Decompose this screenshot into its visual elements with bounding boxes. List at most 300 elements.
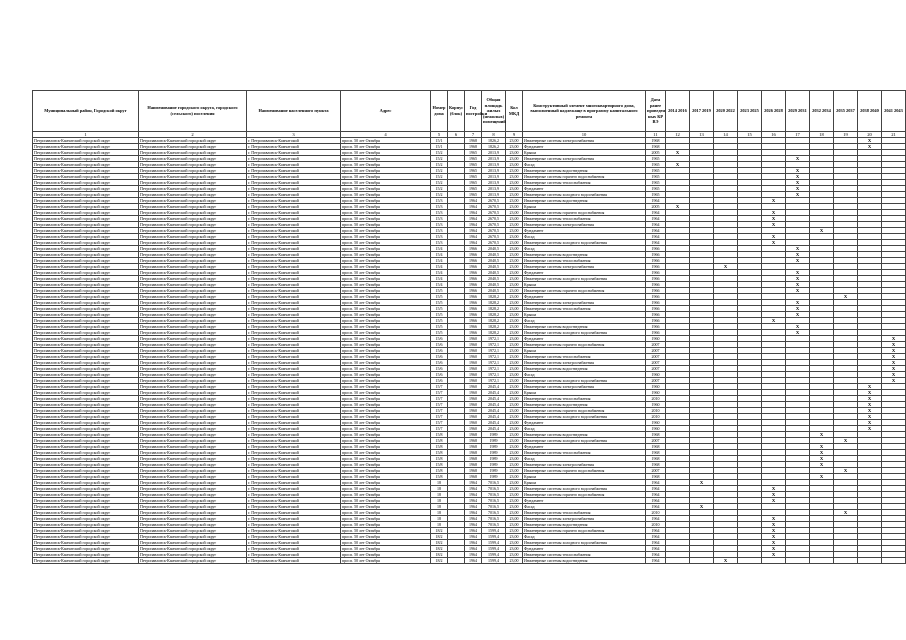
district: Петропавловск-Камчатский городской округ [33,216,139,222]
district: Петропавловск-Камчатский городской округ [33,306,139,312]
street: просп. 50 лет Октября [341,444,431,450]
period-cell: X [786,252,810,258]
table-row [33,552,906,558]
build-year: 1968 [465,474,482,480]
total-area: 2040,5 [482,276,506,282]
district: Петропавловск-Камчатский городской округ [33,474,139,480]
total-area: 7016,5 [482,510,506,516]
period-cell [882,558,906,564]
street: просп. 50 лет Октября [341,504,431,510]
settlement: Петропавловск-Камчатский городской округ [139,192,247,198]
district: Петропавловск-Камчатский городской округ [33,336,139,342]
total-area: 2040,5 [482,270,506,276]
district: Петропавловск-Камчатский городской округ [33,498,139,504]
settlement: Петропавловск-Камчатский городской округ [139,456,247,462]
period-cell [810,558,834,564]
settlement: Петропавловск-Камчатский городской округ [139,234,247,240]
district: Петропавловск-Камчатский городской округ [33,264,139,270]
structural-element: Инженерные системы холодного водоснабжения [523,192,646,198]
district: Петропавловск-Камчатский городской округ [33,174,139,180]
structural-element: Инженерные системы теплоснабжения [523,306,646,312]
period-cell: X [762,198,786,204]
district: Петропавловск-Камчатский городской округ [33,246,139,252]
structural-element: Инженерные системы холодного водоснабжения [523,240,646,246]
structural-element: Инженерные системы холодного водоснабжения [523,414,646,420]
street: просп. 50 лет Октября [341,462,431,468]
structural-element: Инженерные системы горячего водоснабжения [523,342,646,348]
column-number: 17 [786,132,810,138]
mkd-count: 23,00 [506,528,523,534]
build-year: 1966 [465,276,482,282]
column-number: 8 [482,132,506,138]
locality: г. Петропавловск-Камчатский [247,516,341,522]
period-cell [666,558,690,564]
locality: г. Петропавловск-Камчатский [247,336,341,342]
period-cell: X [762,546,786,552]
street: просп. 50 лет Октября [341,480,431,486]
settlement: Петропавловск-Камчатский городской округ [139,276,247,282]
district: Петропавловск-Камчатский городской округ [33,348,139,354]
house-number: 15/2 [431,186,448,192]
table-row [33,222,906,228]
period-cell: X [810,444,834,450]
period-cell: X [882,372,906,378]
mkd-count: 23,00 [506,156,523,162]
period-cell [762,558,786,564]
structural-element: Инженерные системы холодного водоснабжения [523,276,646,282]
table-row [33,210,906,216]
total-area: 2013,9 [482,186,506,192]
locality: г. Петропавловск-Камчатский [247,144,341,150]
previous-repair-date: 1966 [646,270,666,276]
mkd-count: 23,00 [506,162,523,168]
locality: г. Петропавловск-Камчатский [247,264,341,270]
settlement: Петропавловск-Камчатский городской округ [139,558,247,564]
street: просп. 50 лет Октября [341,144,431,150]
street: просп. 50 лет Октября [341,456,431,462]
settlement: Петропавловск-Камчатский городской округ [139,168,247,174]
house-number: 15/8 [431,468,448,474]
settlement: Петропавловск-Камчатский городской округ [139,354,247,360]
structural-element: Инженерные системы водоотведения [523,252,646,258]
build-year: 1960 [465,366,482,372]
structural-element: Инженерные системы холодного водоснабжения [523,378,646,384]
locality: г. Петропавловск-Камчатский [247,522,341,528]
mkd-count: 23,00 [506,558,523,564]
district: Петропавловск-Камчатский городской округ [33,192,139,198]
locality: г. Петропавловск-Камчатский [247,228,341,234]
locality: г. Петропавловск-Камчатский [247,210,341,216]
district: Петропавловск-Камчатский городской округ [33,468,139,474]
house-number: 15/8 [431,444,448,450]
settlement: Петропавловск-Камчатский городской округ [139,156,247,162]
locality: г. Петропавловск-Камчатский [247,204,341,210]
table-row [33,534,906,540]
build-year: 1964 [465,198,482,204]
district: Петропавловск-Камчатский городской округ [33,180,139,186]
table-row [33,198,906,204]
column-header: Дата ранее проведен ных КР ВЭ [646,91,666,132]
build-year: 1964 [465,492,482,498]
period-cell: X [882,366,906,372]
table-row [33,558,906,564]
mkd-count: 23,00 [506,420,523,426]
build-year: 1960 [465,396,482,402]
settlement: Петропавловск-Камчатский городской округ [139,402,247,408]
settlement: Петропавловск-Камчатский городской округ [139,438,247,444]
district: Петропавловск-Камчатский городской округ [33,366,139,372]
house-number: 15/7 [431,384,448,390]
mkd-count: 23,00 [506,180,523,186]
total-area: 2045,4 [482,414,506,420]
previous-repair-date: 1964 [646,528,666,534]
locality: г. Петропавловск-Камчатский [247,552,341,558]
build-year: 1960 [465,348,482,354]
mkd-count: 23,00 [506,396,523,402]
street: просп. 50 лет Октября [341,438,431,444]
settlement: Петропавловск-Камчатский городской округ [139,336,247,342]
period-cell: X [858,138,882,144]
mkd-count: 23,00 [506,348,523,354]
settlement: Петропавловск-Камчатский городской округ [139,264,247,270]
house-number: 18 [431,504,448,510]
previous-repair-date: 1960 [646,384,666,390]
period-cell: X [786,156,810,162]
street: просп. 50 лет Октября [341,414,431,420]
total-area: 2670,5 [482,216,506,222]
street: просп. 50 лет Октября [341,378,431,384]
total-area: 2040,5 [482,252,506,258]
settlement: Петропавловск-Камчатский городской округ [139,228,247,234]
mkd-count: 23,00 [506,144,523,150]
structural-element: Инженерные системы теплоснабжения [523,510,646,516]
build-year: 1960 [465,372,482,378]
locality: г. Петропавловск-Камчатский [247,480,341,486]
period-cell: X [882,360,906,366]
build-year: 1964 [465,516,482,522]
build-year: 1960 [465,336,482,342]
district: Петропавловск-Камчатский городской округ [33,480,139,486]
settlement: Петропавловск-Камчатский городской округ [139,432,247,438]
locality: г. Петропавловск-Камчатский [247,276,341,282]
mkd-count: 23,00 [506,342,523,348]
total-area: 2040,5 [482,282,506,288]
period-cell: X [858,426,882,432]
build-year: 1960 [465,360,482,366]
house-number: 15/2 [431,156,448,162]
locality: г. Петропавловск-Камчатский [247,396,341,402]
house-number: 15/7 [431,396,448,402]
build-year: 1965 [465,150,482,156]
locality: г. Петропавловск-Камчатский [247,414,341,420]
period-cell: X [786,282,810,288]
mkd-count: 23,00 [506,204,523,210]
street: просп. 50 лет Октября [341,498,431,504]
mkd-count: 23,00 [506,306,523,312]
previous-repair-date: 1966 [646,282,666,288]
structural-element: Фундамент [523,294,646,300]
previous-repair-date: 1966 [646,252,666,258]
period-cell: X [762,528,786,534]
table-row [33,498,906,504]
mkd-count: 23,00 [506,438,523,444]
locality: г. Петропавловск-Камчатский [247,216,341,222]
district: Петропавловск-Камчатский городской округ [33,414,139,420]
street: просп. 50 лет Октября [341,168,431,174]
period-cell: X [786,330,810,336]
period-cell: X [810,456,834,462]
district: Петропавловск-Камчатский городской округ [33,162,139,168]
locality: г. Петропавловск-Камчатский [247,510,341,516]
previous-repair-date: 1966 [646,258,666,264]
structural-element: Инженерные системы холодного водоснабжения [523,540,646,546]
total-area: 2013,9 [482,156,506,162]
mkd-count: 23,00 [506,276,523,282]
total-area: 2670,5 [482,222,506,228]
street: просп. 50 лет Октября [341,510,431,516]
build-year: 1966 [465,282,482,288]
total-area: 2045,4 [482,384,506,390]
period-cell: X [858,414,882,420]
structural-element: Инженерные системы водоотведения [523,522,646,528]
period-cell: X [666,204,690,210]
structural-element: Инженерные системы электроснабжения [523,138,646,144]
house-number: 18/2 [431,540,448,546]
street: просп. 50 лет Октября [341,330,431,336]
district: Петропавловск-Камчатский городской округ [33,384,139,390]
locality: г. Петропавловск-Камчатский [247,354,341,360]
previous-repair-date: 1964 [646,504,666,510]
previous-repair-date: 1964 [646,540,666,546]
street: просп. 50 лет Октября [341,354,431,360]
house-number: 15/6 [431,360,448,366]
previous-repair-date: 1960 [646,390,666,396]
structural-element: Фундамент [523,186,646,192]
district: Петропавловск-Камчатский городской округ [33,504,139,510]
locality: г. Петропавловск-Камчатский [247,492,341,498]
locality: г. Петропавловск-Камчатский [247,258,341,264]
structural-element: Фасад [523,246,646,252]
total-area: 1826,2 [482,138,506,144]
district: Петропавловск-Камчатский городской округ [33,516,139,522]
settlement: Петропавловск-Камчатский городской округ [139,186,247,192]
structural-element: Фундамент [523,444,646,450]
column-number: 3 [247,132,341,138]
previous-repair-date: 2007 [646,354,666,360]
build-year: 1960 [465,414,482,420]
house-number: 15/6 [431,348,448,354]
structural-element: Фундамент [523,498,646,504]
mkd-count: 23,00 [506,336,523,342]
street: просп. 50 лет Октября [341,162,431,168]
structural-element: Фундамент [523,420,646,426]
house-number: 15/6 [431,378,448,384]
street: просп. 50 лет Октября [341,348,431,354]
settlement: Петропавловск-Камчатский городской округ [139,144,247,150]
structural-element: Инженерные системы холодного водоснабжения [523,438,646,444]
build-year: 1968 [465,450,482,456]
street: просп. 50 лет Октября [341,270,431,276]
period-cell: X [786,258,810,264]
district: Петропавловск-Камчатский городской округ [33,546,139,552]
district: Петропавловск-Камчатский городской округ [33,198,139,204]
structural-element: Фундамент [523,336,646,342]
previous-repair-date: 1964 [646,234,666,240]
total-area: 1828,2 [482,300,506,306]
locality: г. Петропавловск-Камчатский [247,162,341,168]
street: просп. 50 лет Октября [341,300,431,306]
total-area: 2670,5 [482,234,506,240]
total-area: 2013,9 [482,192,506,198]
total-area: 1599,4 [482,540,506,546]
previous-repair-date: 1965 [646,186,666,192]
structural-element: Инженерные системы горячего водоснабжения [523,210,646,216]
street: просп. 50 лет Октября [341,258,431,264]
table-row [33,546,906,552]
total-area: 2013,9 [482,150,506,156]
structural-element: Инженерные системы горячего водоснабжения [523,288,646,294]
total-area: 1826,2 [482,144,506,150]
district: Петропавловск-Камчатский городской округ [33,144,139,150]
building-block [448,558,465,564]
mkd-count: 23,00 [506,324,523,330]
build-year: 1960 [465,384,482,390]
house-number: 15/5 [431,324,448,330]
house-number: 15/5 [431,294,448,300]
street: просп. 50 лет Октября [341,150,431,156]
mkd-count: 23,00 [506,426,523,432]
structural-element: Фундамент [523,228,646,234]
settlement: Петропавловск-Камчатский городской округ [139,318,247,324]
street: просп. 50 лет Октября [341,366,431,372]
locality: г. Петропавловск-Камчатский [247,498,341,504]
house-number: 18/2 [431,546,448,552]
build-year: 1965 [465,156,482,162]
locality: г. Петропавловск-Камчатский [247,456,341,462]
mkd-count: 23,00 [506,174,523,180]
street: просп. 50 лет Октября [341,432,431,438]
settlement: Петропавловск-Камчатский городской округ [139,450,247,456]
structural-element: Крыша [523,150,646,156]
district: Петропавловск-Камчатский городской округ [33,270,139,276]
house-number: 15/3 [431,210,448,216]
build-year: 1965 [465,168,482,174]
house-number: 18/2 [431,528,448,534]
mkd-count: 23,00 [506,366,523,372]
previous-repair-date: 1965 [646,168,666,174]
build-year: 1966 [465,264,482,270]
period-cell: X [882,378,906,384]
build-year: 1966 [465,258,482,264]
house-number: 18 [431,486,448,492]
total-area: 1599,4 [482,528,506,534]
total-area: 1599,4 [482,558,506,564]
total-area: 2013,9 [482,162,506,168]
period-cell: X [762,318,786,324]
mkd-count: 23,00 [506,264,523,270]
total-area: 2045,4 [482,402,506,408]
locality: г. Петропавловск-Камчатский [247,390,341,396]
previous-repair-date: 1965 [646,180,666,186]
total-area: 1972,1 [482,354,506,360]
mkd-count: 23,00 [506,468,523,474]
mkd-count: 23,00 [506,534,523,540]
previous-repair-date: 1964 [646,210,666,216]
period-cell: X [786,324,810,330]
build-year: 1964 [465,504,482,510]
locality: г. Петропавловск-Камчатский [247,180,341,186]
locality: г. Петропавловск-Камчатский [247,360,341,366]
table-row [33,216,906,222]
settlement: Петропавловск-Камчатский городской округ [139,480,247,486]
house-number: 15/4 [431,282,448,288]
column-number: 15 [738,132,762,138]
mkd-count: 23,00 [506,228,523,234]
house-number: 15/5 [431,288,448,294]
period-cell: X [834,468,858,474]
build-year: 1964 [465,558,482,564]
settlement: Петропавловск-Камчатский городской округ [139,210,247,216]
build-year: 1964 [465,528,482,534]
street: просп. 50 лет Октября [341,312,431,318]
previous-repair-date: 1960 [646,372,666,378]
locality: г. Петропавловск-Камчатский [247,342,341,348]
column-header: Адрес [341,91,431,132]
locality: г. Петропавловск-Камчатский [247,324,341,330]
period-cell: X [786,168,810,174]
locality: г. Петропавловск-Камчатский [247,288,341,294]
period-cell: X [762,522,786,528]
district: Петропавловск-Камчатский городской округ [33,486,139,492]
period-cell: X [714,264,738,270]
total-area: 1972,1 [482,378,506,384]
previous-repair-date: 1964 [646,480,666,486]
settlement: Петропавловск-Камчатский городской округ [139,474,247,480]
mkd-count: 23,00 [506,288,523,294]
table-row [33,240,906,246]
house-number: 15/8 [431,438,448,444]
previous-repair-date: 1964 [646,198,666,204]
structural-element: Инженерные системы теплоснабжения [523,180,646,186]
previous-repair-date: 2007 [646,366,666,372]
district: Петропавловск-Камчатский городской округ [33,438,139,444]
period-cell: X [882,336,906,342]
total-area: 2045,4 [482,408,506,414]
locality: г. Петропавловск-Камчатский [247,474,341,480]
mkd-count: 23,00 [506,300,523,306]
locality: г. Петропавловск-Камчатский [247,528,341,534]
settlement: Петропавловск-Камчатский городской округ [139,204,247,210]
house-number: 15/5 [431,330,448,336]
mkd-count: 23,00 [506,456,523,462]
column-number: 9 [506,132,523,138]
structural-element: Инженерные системы электроснабжения [523,264,646,270]
column-number: 16 [762,132,786,138]
column-number: 14 [714,132,738,138]
district: Петропавловск-Камчатский городской округ [33,330,139,336]
table-row [33,318,906,324]
district: Петропавловск-Камчатский городской округ [33,378,139,384]
structural-element: Крыша [523,474,646,480]
street: просп. 50 лет Октября [341,240,431,246]
locality: г. Петропавловск-Камчатский [247,252,341,258]
period-cell: X [666,162,690,168]
mkd-count: 23,00 [506,450,523,456]
column-number: 4 [341,132,431,138]
structural-element: Крыша [523,204,646,210]
house-number: 18/2 [431,552,448,558]
district: Петропавловск-Камчатский городской округ [33,372,139,378]
